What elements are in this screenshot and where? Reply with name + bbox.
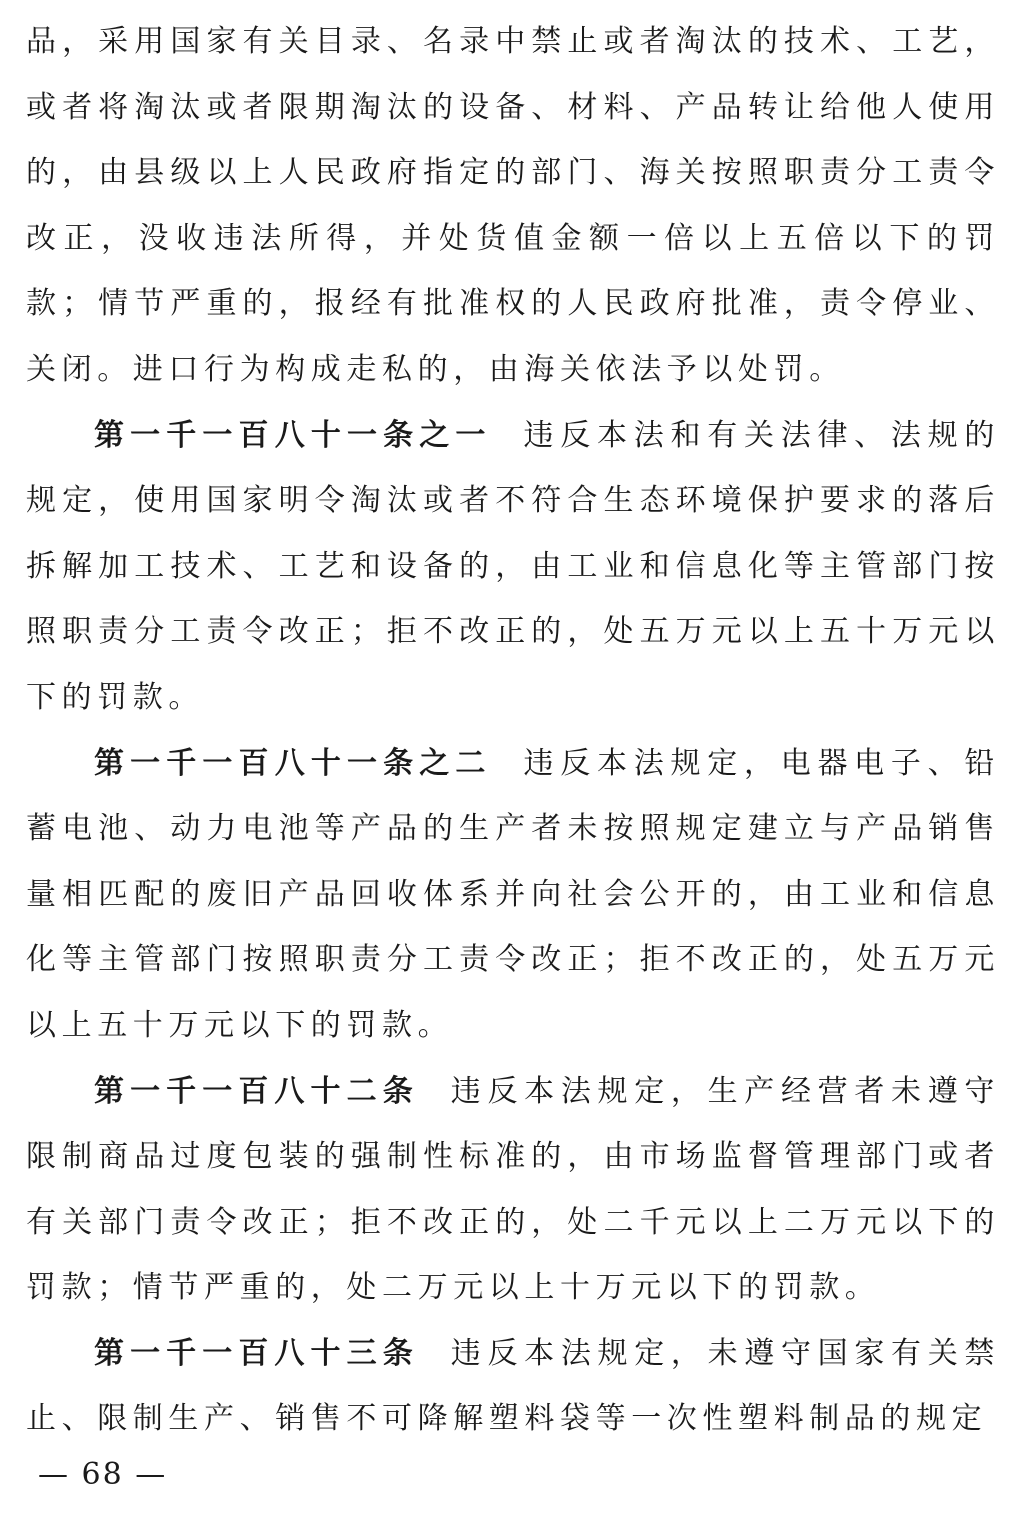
article-heading: 第一千一百八十二条 (94, 1073, 419, 1109)
article-1182 (26, 1059, 1000, 1321)
document-body (26, 9, 1000, 1452)
article-1181-2 (26, 731, 1000, 1059)
article-heading: 第一千一百八十三条 (94, 1335, 419, 1371)
article-1181-1 (26, 403, 1000, 731)
article-heading: 第一千一百八十一条之一 (94, 417, 492, 453)
paragraph-continuation (26, 9, 1000, 403)
article-text: 违反本法规定，电器电子、铅蓄电池、动力电池等产品的生产者未按照规定建立与产品销售量相匹配的废旧产品回收体系并向社会公开的，由工业和信息化等主管部门按照职责分工责令改正；拒不改正的，处五万元以上五十万元以下的罚款。 (26, 745, 1000, 1043)
article-heading: 第一千一百八十一条之二 (94, 745, 492, 781)
article-text: 违反本法和有关法律、法规的规定，使用国家明令淘汰或者不符合生态环境保护要求的落后拆解加工技术、工艺和设备的，由工业和信息化等主管部门按照职责分工责令改正；拒不改正的，处五万元以上五十万元以下的罚款。 (26, 417, 1000, 715)
paragraph-text: 品，采用国家有关目录、名录中禁止或者淘汰的技术、工艺，或者将淘汰或者限期淘汰的设备、材料、产品转让给他人使用的，由县级以上人民政府指定的部门、海关按照职责分工责令改正，没收违法所得，并处货值金额一倍以上五倍以下的罚款；情节严重的，报经有批准权的人民政府批准，责令停业、关闭。进口行为构成走私的，由海关依法予以处罚。 (26, 24, 1000, 387)
article-text: 违反本法规定，未遵守国家有关禁止、限制生产、销售不可降解塑料袋等一次性塑料制品的规定 (26, 1335, 1001, 1437)
article-text: 违反本法规定，生产经营者未遵守限制商品过度包装的强制性标准的，由市场监督管理部门或者有关部门责令改正；拒不改正的，处二千元以上二万元以下的罚款；情节严重的，处二万元以上十万元以下的罚款。 (26, 1073, 1001, 1306)
article-1183 (26, 1321, 1000, 1452)
page-number: — 68 — (38, 1457, 168, 1492)
